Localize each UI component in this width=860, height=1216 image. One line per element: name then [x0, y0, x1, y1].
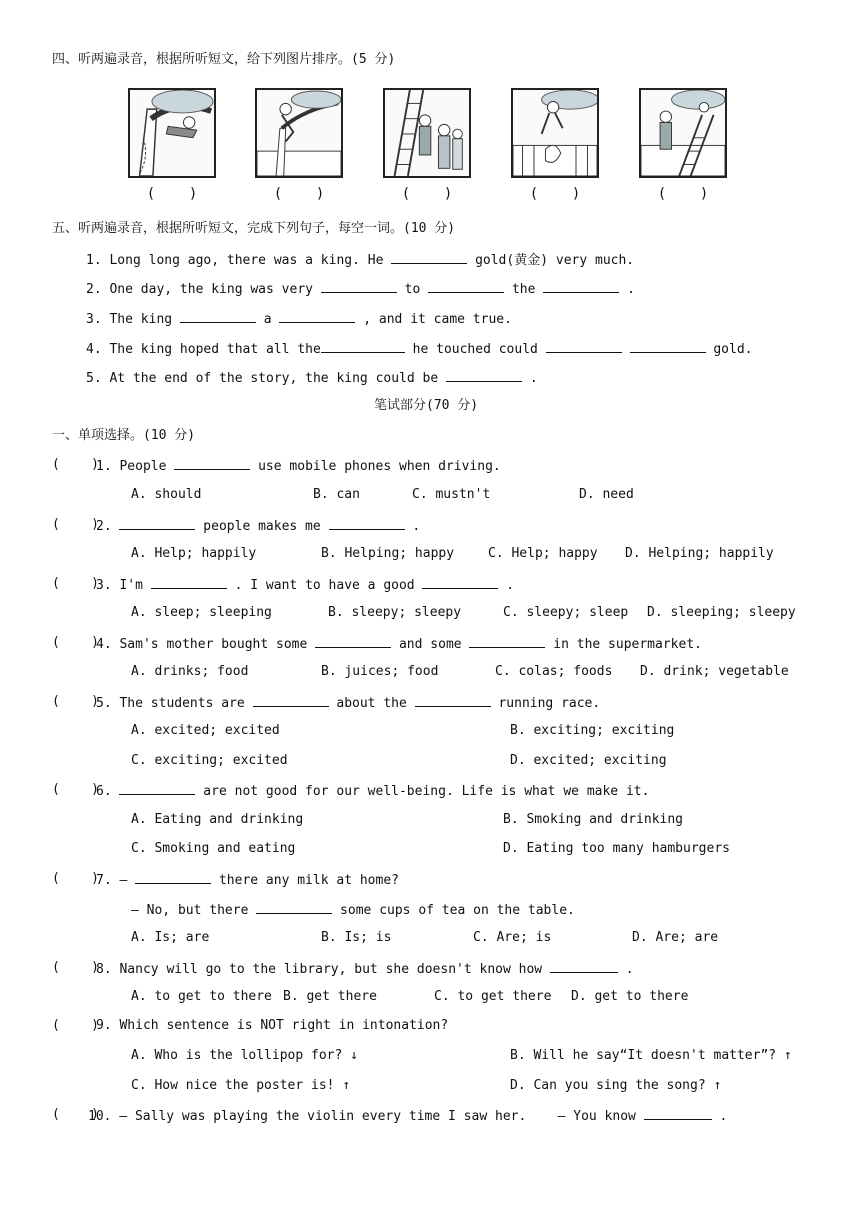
- option[interactable]: B. can: [313, 487, 360, 502]
- option[interactable]: D. Helping; happily: [625, 546, 774, 561]
- written-part-title: 笔试部分(70 分): [374, 398, 479, 413]
- option[interactable]: C. Help; happy: [488, 546, 598, 561]
- sentence-2: 2. One day, the king was very to the .: [86, 282, 635, 297]
- option[interactable]: A. should: [131, 487, 202, 502]
- blank[interactable]: [415, 694, 491, 707]
- blank[interactable]: [543, 280, 619, 293]
- blank[interactable]: [315, 635, 391, 648]
- blank[interactable]: [174, 457, 250, 470]
- option[interactable]: A. to get to there: [131, 989, 272, 1004]
- question-1: 1. People use mobile phones when driving.: [96, 459, 501, 474]
- option[interactable]: A. drinks; food: [131, 664, 249, 679]
- section-4-heading: 四、听两遍录音，根据所听短文，给下列图片排序。(5 分): [52, 52, 396, 67]
- blank[interactable]: [321, 280, 397, 293]
- blank[interactable]: [135, 871, 211, 884]
- option[interactable]: C. Are; is: [473, 930, 552, 945]
- option[interactable]: A. Help; happily: [131, 546, 257, 561]
- option[interactable]: B. Is; is: [321, 930, 392, 945]
- question-4: 4. Sam's mother bought some and some in the supermarket.: [96, 637, 702, 652]
- answer-bracket[interactable]: ( ): [52, 1018, 99, 1033]
- option[interactable]: D. excited; exciting: [510, 753, 667, 768]
- boy-in-tree-picture: [255, 88, 343, 178]
- option[interactable]: B. sleepy; sleepy: [328, 605, 462, 620]
- blank[interactable]: [256, 901, 332, 914]
- option[interactable]: A. Is; are: [131, 930, 210, 945]
- answer-bracket-2[interactable]: ( ): [273, 186, 325, 202]
- answer-bracket-5[interactable]: ( ): [657, 186, 709, 202]
- option[interactable]: D. need: [579, 487, 634, 502]
- option[interactable]: C. mustn't: [412, 487, 491, 502]
- option[interactable]: D. Can you sing the song? ↑: [510, 1078, 722, 1093]
- answer-bracket[interactable]: ( ): [52, 457, 99, 472]
- blank[interactable]: [279, 310, 355, 323]
- option[interactable]: B. juices; food: [321, 664, 439, 679]
- option[interactable]: C. colas; foods: [495, 664, 613, 679]
- blank[interactable]: [119, 782, 195, 795]
- blank[interactable]: [119, 517, 195, 530]
- sentence-3: 3. The king a , and it came true.: [86, 312, 512, 327]
- blank[interactable]: [391, 251, 467, 264]
- question-7: 7. — there any milk at home?: [96, 873, 399, 888]
- blank[interactable]: [550, 960, 618, 973]
- option[interactable]: D. sleeping; sleepy: [647, 605, 796, 620]
- section-1-heading: 一、单项选择。(10 分): [52, 428, 196, 443]
- question-5: 5. The students are about the running race.: [96, 696, 601, 711]
- answer-bracket-1[interactable]: ( ): [146, 186, 198, 202]
- option[interactable]: B. get there: [283, 989, 377, 1004]
- question-9: 9. Which sentence is NOT right in intonation?: [96, 1018, 449, 1033]
- blank[interactable]: [151, 576, 227, 589]
- option[interactable]: D. get to there: [571, 989, 689, 1004]
- answer-bracket-3[interactable]: ( ): [401, 186, 453, 202]
- option[interactable]: B. Smoking and drinking: [503, 812, 684, 827]
- blank[interactable]: [546, 340, 622, 353]
- option[interactable]: C. to get there: [434, 989, 552, 1004]
- blank[interactable]: [469, 635, 545, 648]
- option[interactable]: D. Are; are: [632, 930, 719, 945]
- question-7-reply: — No, but there some cups of tea on the table.: [131, 903, 575, 918]
- answer-bracket[interactable]: ( ): [52, 694, 99, 709]
- answer-bracket[interactable]: ( ): [52, 782, 99, 797]
- answer-bracket[interactable]: ( ): [52, 635, 99, 650]
- option[interactable]: C. Smoking and eating: [131, 841, 296, 856]
- section-5-heading: 五、听两遍录音，根据所听短文，完成下列句子，每空一词。(10 分): [52, 221, 456, 236]
- option[interactable]: C. How nice the poster is! ↑: [131, 1078, 351, 1093]
- option[interactable]: A. Who is the lollipop for? ↓: [131, 1048, 358, 1063]
- blank[interactable]: [329, 517, 405, 530]
- blank[interactable]: [644, 1107, 712, 1120]
- option[interactable]: A. sleep; sleeping: [131, 605, 272, 620]
- question-3: 3. I'm . I want to have a good .: [96, 578, 515, 593]
- sentence-4: 4. The king hoped that all the he touched could gold.: [86, 342, 753, 357]
- question-2: 2. people makes me .: [96, 519, 421, 534]
- answer-bracket[interactable]: ( ): [52, 517, 99, 532]
- blank[interactable]: [321, 340, 405, 353]
- option[interactable]: B. Helping; happy: [321, 546, 455, 561]
- answer-bracket[interactable]: ( ): [52, 871, 99, 886]
- option[interactable]: B. Will he say“It doesn't matter”? ↑: [510, 1048, 792, 1063]
- question-6: 6. are not good for our well-being. Life is what we make it.: [96, 784, 650, 799]
- option[interactable]: A. excited; excited: [131, 723, 280, 738]
- sentence-5: 5. At the end of the story, the king could be .: [86, 371, 538, 386]
- sentence-1: 1. Long long ago, there was a king. He gold(黄金) very much.: [86, 253, 635, 268]
- blank[interactable]: [253, 694, 329, 707]
- answer-bracket[interactable]: ( ): [52, 576, 99, 591]
- option[interactable]: D. drink; vegetable: [640, 664, 789, 679]
- balcony-cat-picture: [511, 88, 599, 178]
- blank[interactable]: [446, 369, 522, 382]
- blank[interactable]: [180, 310, 256, 323]
- ladder-people-picture: [383, 88, 471, 178]
- option[interactable]: D. Eating too many hamburgers: [503, 841, 730, 856]
- blank[interactable]: [422, 576, 498, 589]
- option[interactable]: C. exciting; excited: [131, 753, 288, 768]
- option[interactable]: A. Eating and drinking: [131, 812, 304, 827]
- question-8: 8. Nancy will go to the library, but she doesn't know how .: [96, 962, 634, 977]
- question-10: 10. — Sally was playing the violin every time I saw her. — You know .: [88, 1109, 728, 1124]
- blank[interactable]: [630, 340, 706, 353]
- man-on-ladder-picture: [639, 88, 727, 178]
- option[interactable]: C. sleepy; sleep: [503, 605, 629, 620]
- option[interactable]: B. exciting; exciting: [510, 723, 675, 738]
- answer-bracket[interactable]: ( ): [52, 1107, 99, 1122]
- answer-bracket[interactable]: ( ): [52, 960, 99, 975]
- blank[interactable]: [428, 280, 504, 293]
- answer-bracket-4[interactable]: ( ): [529, 186, 581, 202]
- tree-branch-climb-picture: [128, 88, 216, 178]
